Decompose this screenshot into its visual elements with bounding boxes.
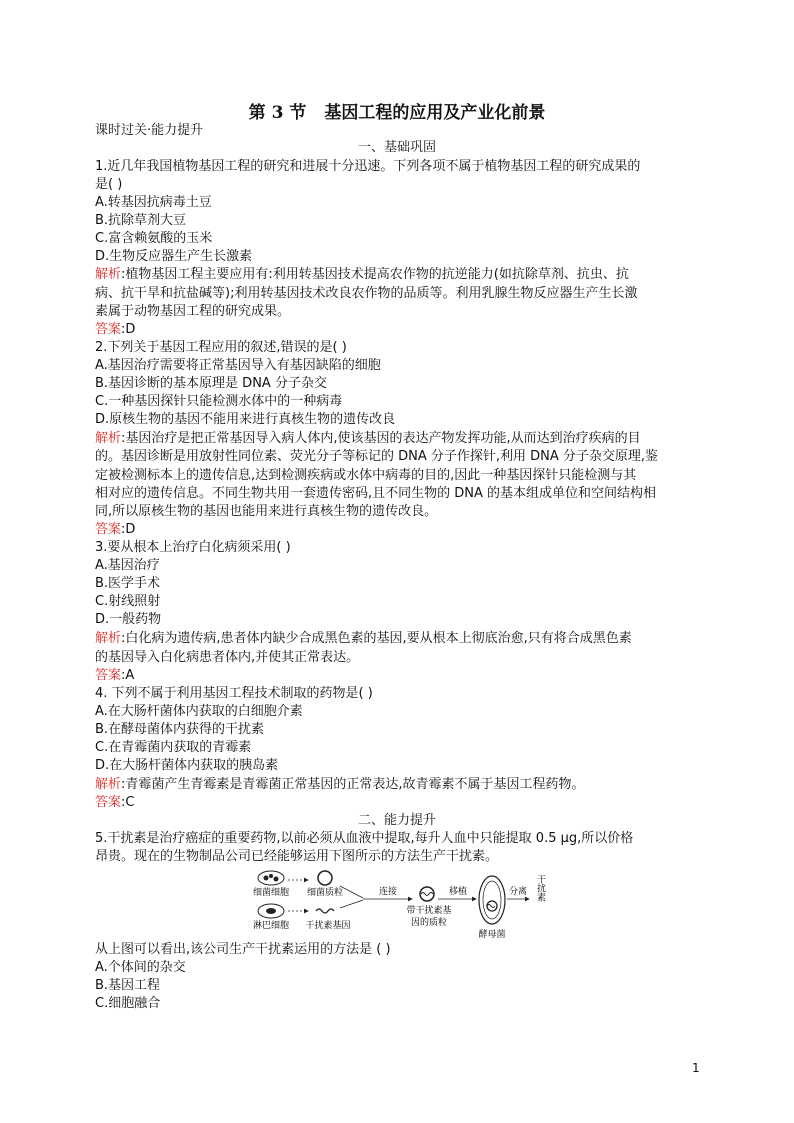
arrow-plasmid-connect — [340, 886, 363, 898]
explanation-text: :白化病为遗传病,患者体内缺少合成黑色素的基因,要从根本上彻底治愈,只有将合成黑色素 — [121, 631, 632, 646]
q3-option-c: C.射线照射 — [95, 594, 161, 609]
q1-option-b: B.抗除草剂大豆 — [95, 213, 187, 228]
bacteria-cell-icon — [258, 871, 284, 885]
q5-stem-line2: 昂贵。现在的生物制品公司已经能够运用下图所示的方法生产干扰素。 — [95, 849, 499, 864]
explanation-label: 解析 — [95, 431, 122, 446]
section-number: 第 3 节 — [248, 103, 307, 123]
label-recombinant-line1: 带干扰素基 — [406, 906, 452, 916]
section-heading-1: 一、基础巩固 — [357, 140, 436, 155]
label-recombinant-line2: 因的质粒 — [410, 918, 448, 928]
q1-explanation-line3: 素属于动物基因工程的研究成果。 — [95, 304, 291, 319]
q3-explanation-line2: 的基因导入白化病患者体内,并使其正常表达。 — [95, 650, 360, 665]
label-lymph-cell: 淋巴细胞 — [252, 921, 290, 931]
q2-option-c: C.一种基因探针只能检测水体中的一种病毒 — [95, 394, 343, 409]
gene-icon — [316, 909, 334, 913]
label-yeast: 酵母菌 — [478, 930, 506, 940]
q1-option-c: C.富含赖氨酸的玉米 — [95, 231, 213, 246]
answer-label: 答案 — [95, 668, 122, 683]
arrow-gene-connect — [340, 900, 363, 908]
q2-explanation-line5: 同,所以原核生物的基因也能用来进行真核生物的遗传改良。 — [95, 504, 438, 519]
q2-option-d: D.原核生物的基因不能用来进行真核生物的遗传改良 — [95, 412, 396, 427]
label-separate: 分离 — [508, 887, 528, 897]
answer-value: :C — [121, 795, 135, 810]
label-transfer: 移植 — [448, 887, 468, 897]
q1-option-d: D.生物反应器生产生长激素 — [95, 249, 253, 264]
q5-stem-line1: 5.干扰素是治疗癌症的重要药物,以前必须从血液中提取,每升人血中只能提取 0.5 μg,所以价格 — [95, 831, 634, 846]
q1-answer — [95, 320, 135, 339]
answer-value: :A — [121, 668, 135, 683]
lymph-cell-icon — [258, 904, 284, 918]
q1-explanation-line1 — [95, 265, 629, 284]
q2-explanation-line4: 相对应的遗传信息。不同生物共用一套遗传密码,且不同生物的 DNA 的基本组成单位和空间结构相 — [95, 486, 657, 501]
q4-option-c: C.在青霉菌内获取的青霉素 — [95, 740, 252, 755]
explanation-label: 解析 — [95, 777, 122, 792]
q2-explanation-line2: 的。基因诊断是用放射性同位素、荧光分子等标记的 DNA 分子作探针,利用 DNA 分子杂交原理,鉴 — [95, 449, 659, 464]
q4-stem: 4. 下列不属于利用基因工程技术制取的药物是( ) — [95, 686, 373, 701]
explanation-label: 解析 — [95, 267, 122, 282]
label-plasmid: 细菌质粒 — [306, 888, 344, 898]
q3-answer — [95, 666, 134, 685]
q1-stem-line2: 是( ) — [95, 177, 123, 192]
section-title: 基因工程的应用及产业化前景 — [324, 103, 546, 123]
q5-option-a: A.个体间的杂交 — [95, 960, 186, 975]
q3-option-a: A.基因治疗 — [95, 558, 160, 573]
label-connect: 连接 — [378, 887, 398, 897]
q5-option-c: C.细胞融合 — [95, 996, 161, 1011]
plasmid-icon — [318, 871, 332, 885]
answer-label: 答案 — [95, 795, 122, 810]
q2-option-b: B.基因诊断的基本原理是 DNA 分子杂交 — [95, 376, 327, 391]
q2-explanation-line3: 定被检测标本上的遗传信息,达到检测疾病或水体中病毒的目的,因此一种基因探针只能检测与其 — [95, 468, 637, 483]
q4-option-a: A.在大肠杆菌体内获取的白细胞介素 — [95, 704, 303, 719]
q4-option-b: B.在酵母菌体内获得的干扰素 — [95, 722, 265, 737]
label-product: 干扰素 — [535, 874, 545, 902]
yeast-cell-icon — [479, 876, 505, 924]
q5-question: 从上图可以看出,该公司生产干扰素运用的方法是 ( ) — [95, 942, 391, 957]
label-bacteria-cell: 细菌细胞 — [252, 888, 290, 898]
q2-stem: 2.下列关于基因工程应用的叙述,错误的是( ) — [95, 340, 347, 355]
answer-label: 答案 — [95, 522, 122, 537]
recombinant-plasmid-icon — [420, 887, 434, 901]
q4-explanation — [95, 775, 585, 794]
q1-explanation-line2: 病、抗干旱和抗盐碱等);利用转基因技术改良农作物的品质等。利用乳腺生物反应器生产生长激 — [95, 286, 638, 301]
q4-option-d: D.在大肠杆菌体内获取的胰岛素 — [95, 758, 279, 773]
explanation-text: :基因治疗是把正常基因导入病人体内,使该基因的表达产物发挥功能,从而达到治疗疾病的目 — [121, 431, 641, 446]
q1-option-a: A.转基因抗病毒土豆 — [95, 195, 212, 210]
answer-label: 答案 — [95, 322, 122, 337]
explanation-label: 解析 — [95, 631, 122, 646]
q4-answer — [95, 793, 134, 812]
subheader: 课时过关·能力提升 — [95, 123, 204, 138]
interferon-production-diagram — [248, 870, 548, 942]
q2-option-a: A.基因治疗需要将正常基因导入有基因缺陷的细胞 — [95, 358, 381, 373]
label-gene: 干扰素基因 — [305, 921, 351, 931]
page-number: 1 — [692, 1061, 700, 1075]
q2-explanation-line1 — [95, 429, 641, 448]
q3-option-d: D.一般药物 — [95, 612, 162, 627]
explanation-text: :青霉菌产生青霉素是青霉菌正常基因的正常表达,故青霉素不属于基因工程药物。 — [121, 777, 585, 792]
section-heading-2: 二、能力提升 — [357, 813, 436, 828]
explanation-text: :植物基因工程主要应用有:利用转基因技术提高农作物的抗逆能力(如抗除草剂、抗虫、抗 — [121, 267, 629, 282]
q5-option-b: B.基因工程 — [95, 978, 161, 993]
q1-stem-line1: 1.近几年我国植物基因工程的研究和进展十分迅速。下列各项不属于植物基因工程的研究成果的 — [95, 159, 641, 174]
answer-value: :D — [121, 322, 136, 337]
page-title — [0, 98, 794, 123]
q3-option-b: B.医学手术 — [95, 576, 161, 591]
answer-value: :D — [121, 522, 136, 537]
q2-answer — [95, 520, 135, 539]
q3-explanation-line1 — [95, 629, 632, 648]
q3-stem: 3.要从根本上治疗白化病须采用( ) — [95, 540, 291, 555]
